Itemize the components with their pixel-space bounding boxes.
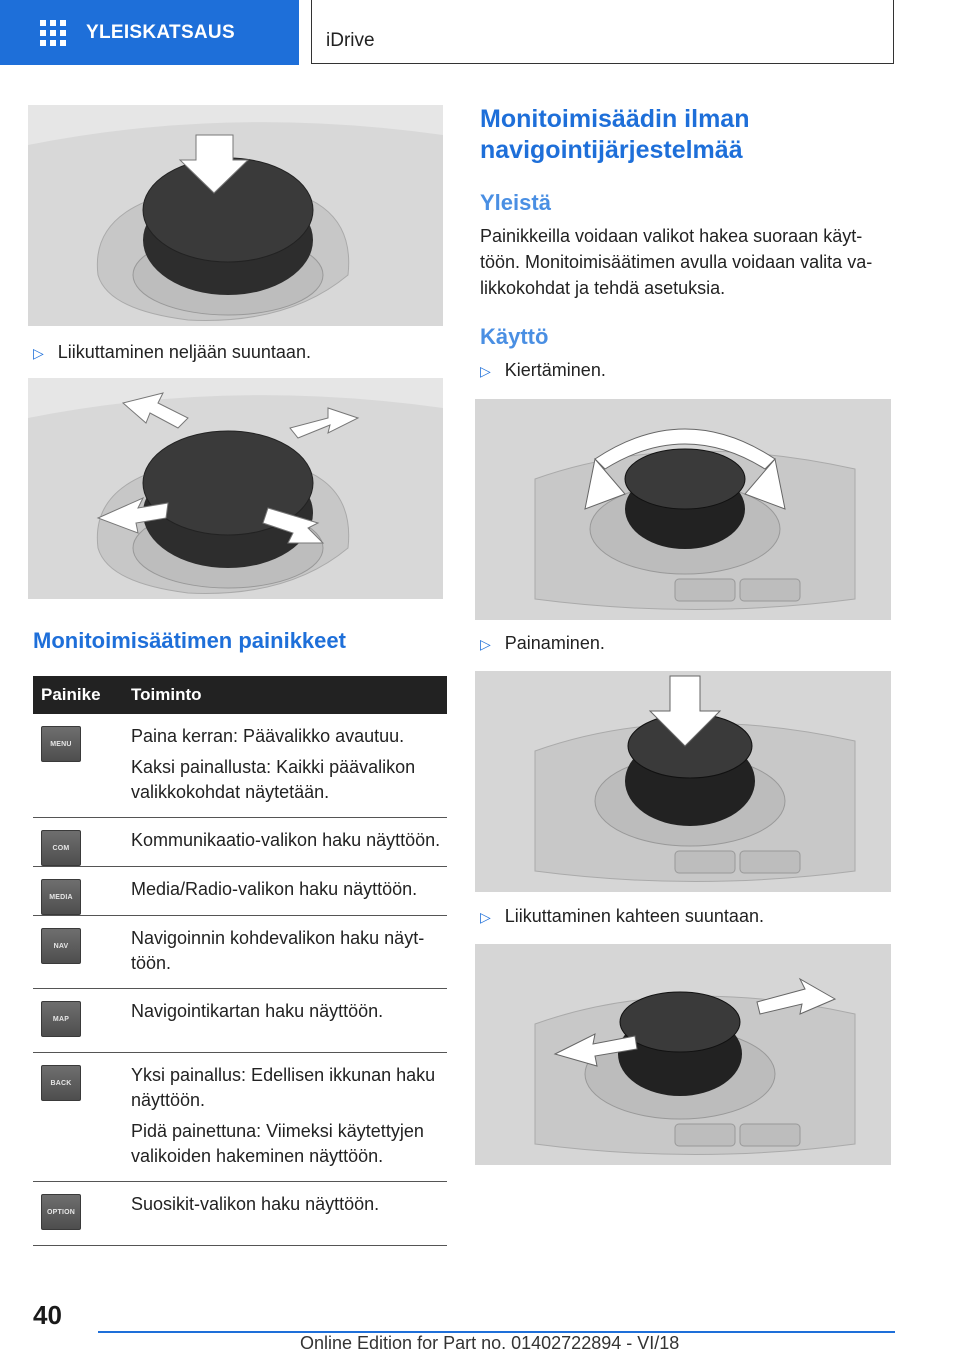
table-header-function: Toiminto bbox=[125, 676, 447, 714]
subheading-usage: Käyttö bbox=[480, 324, 549, 349]
triangle-bullet-icon: ▷ bbox=[480, 909, 491, 925]
controller-image-two-directions bbox=[475, 944, 891, 1165]
triangle-bullet-icon: ▷ bbox=[480, 636, 491, 652]
caption-four-directions: ▷ Liikuttaminen neljään suuntaan. bbox=[33, 342, 311, 362]
subheading-general: Yleistä bbox=[480, 190, 551, 215]
chapter-header bbox=[311, 0, 894, 64]
caption-press: ▷ Painaminen. bbox=[480, 633, 605, 653]
table-header-button: Painike bbox=[33, 676, 125, 714]
table-row: OPTION Suosikit-valikon haku näyttöön. bbox=[33, 1182, 447, 1246]
nav-button-icon: NAV bbox=[41, 928, 81, 964]
right-heading: Monitoimisäädin ilman navigointijärjestelmää bbox=[480, 105, 750, 164]
controller-image-rotation bbox=[475, 399, 891, 620]
table-row: NAV Navigoinnin kohdevalikon haku näyttöön. bbox=[33, 916, 447, 989]
page-number: 40 bbox=[33, 1300, 62, 1330]
grid-menu-icon bbox=[40, 20, 66, 46]
table-row: MEDIA Media/Radio-valikon haku näyttöön. bbox=[33, 867, 447, 916]
com-button-icon: COM bbox=[41, 830, 81, 866]
caption-two-directions: ▷ Liikuttaminen kahteen suuntaan. bbox=[480, 906, 764, 926]
section-tab[interactable] bbox=[0, 0, 299, 65]
controller-image-press bbox=[475, 671, 891, 892]
table-row: BACK Yksi painallus: Edellisen ikkunan haku näyttöön. Pidä painettuna: Viimeksi käytettyjen valikoiden hakeminen näyttöön. bbox=[33, 1053, 447, 1182]
option-button-icon: OPTION bbox=[41, 1194, 81, 1230]
triangle-bullet-icon: ▷ bbox=[480, 363, 491, 379]
caption-rotation: ▷ Kiertäminen. bbox=[480, 360, 606, 380]
table-row: MENU Paina kerran: Päävalikko avautuu. Kaksi painallusta: Kaikki päävalikon valikkokohdat näytetään. bbox=[33, 714, 447, 818]
buttons-heading: Monitoimisäätimen painikkeet bbox=[33, 628, 346, 653]
triangle-bullet-icon: ▷ bbox=[33, 345, 44, 361]
map-button-icon: MAP bbox=[41, 1001, 81, 1037]
section-label: YLEISKATSAUS bbox=[86, 21, 235, 43]
general-paragraph: Painikkeilla voidaan valikot hakea suoraan käyttöön. Monitoimisäätimen avulla voidaan valita valikkokohdat ja tehdä asetuksia. bbox=[480, 226, 873, 298]
media-button-icon: MEDIA bbox=[41, 879, 81, 915]
controller-image-four-arrows bbox=[28, 378, 443, 599]
controller-image-four-directions bbox=[28, 105, 443, 326]
edition-text: Online Edition for Part no. 01402722894 - VI/18 bbox=[300, 1333, 680, 1353]
table-row: MAP Navigointikartan haku näyttöön. bbox=[33, 989, 447, 1053]
buttons-table bbox=[33, 676, 447, 1246]
menu-button-icon: MENU bbox=[41, 726, 81, 762]
table-row: COM Kommunikaatio-valikon haku näyttöön. bbox=[33, 818, 447, 867]
chapter-title: iDrive bbox=[326, 30, 375, 51]
back-button-icon: BACK bbox=[41, 1065, 81, 1101]
